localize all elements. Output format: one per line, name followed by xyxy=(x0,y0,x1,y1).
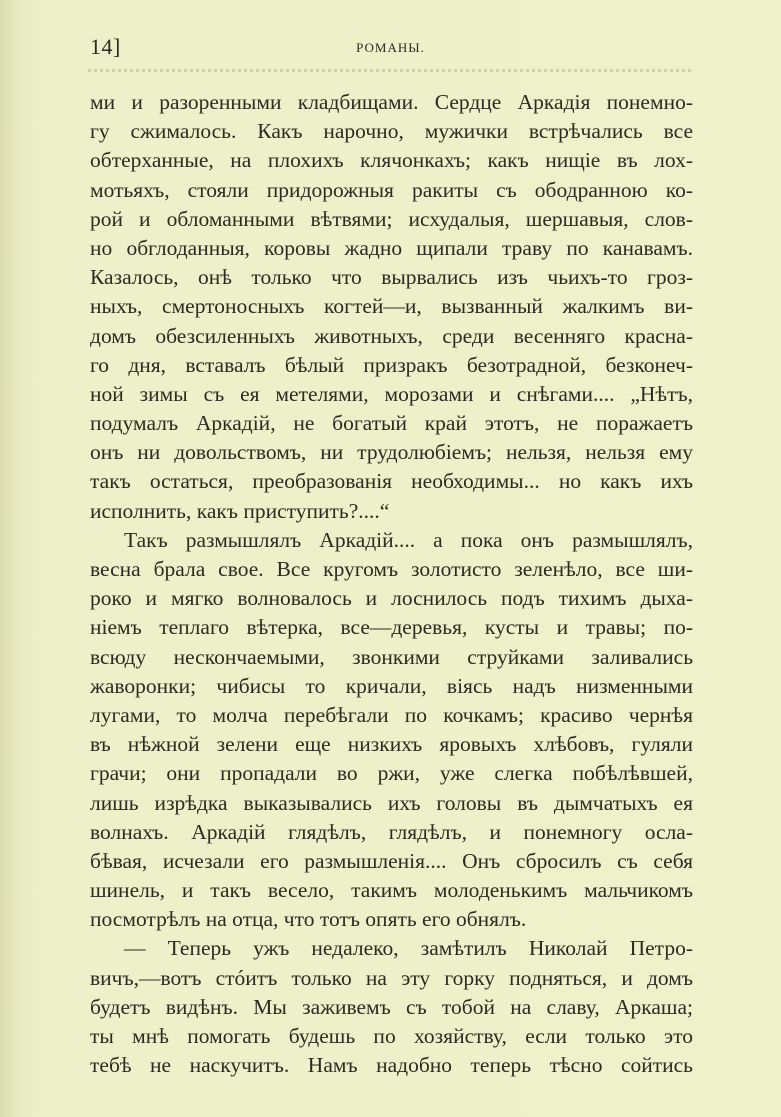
text-line-content: исполнить, какъ приступить?....“ xyxy=(90,498,390,523)
text-line xyxy=(90,584,693,613)
text-line xyxy=(90,934,693,963)
text-line xyxy=(90,555,693,584)
running-title: РОМАНЫ. xyxy=(356,40,425,55)
text-line-content: подумалъ Аркадій, не богатый край этотъ, не поражаетъ xyxy=(90,411,693,436)
text-line xyxy=(90,847,693,876)
text-line xyxy=(90,467,693,496)
text-line-content: го дня, вставалъ бѣлый призракъ безотрадной, безконеч- xyxy=(90,352,693,377)
text-line xyxy=(90,818,693,847)
text-line-content: но обглоданныя, коровы жадно щипали траву по канавамъ. xyxy=(90,235,693,260)
text-line-content: шинель, и такъ весело, такимъ молоденькимъ мальчикомъ xyxy=(90,878,693,903)
text-line-content: посмотрѣлъ на отца, что тотъ опять его обнялъ. xyxy=(90,907,527,932)
text-line-content: тебѣ не наскучитъ. Намъ надобно теперь тѣсно сойтись xyxy=(90,1053,693,1078)
text-line-content: весна брала свое. Все кругомъ золотисто зеленѣло, все ши- xyxy=(90,557,693,581)
text-line-content: лугами, то молча перебѣгали по кочкамъ; красиво чернѣя xyxy=(90,702,693,727)
text-line-content: обтерханные, на плохихъ клячонкахъ; какъ нищіе въ лох- xyxy=(90,148,693,173)
text-line xyxy=(90,322,693,351)
text-line xyxy=(90,88,693,117)
text-line-content: рой и обломанными вѣтвями; исхудалыя, шершавыя, слов- xyxy=(90,206,693,231)
text-line xyxy=(90,234,693,263)
text-line xyxy=(90,759,693,788)
text-line xyxy=(90,876,693,905)
text-line xyxy=(90,1051,693,1080)
text-line xyxy=(90,993,693,1022)
text-line-content: онъ ни довольствомъ, ни трудолюбіемъ; нельзя, нельзя ему xyxy=(90,440,693,465)
text-line-content: ной зимы съ ея метелями, морозами и снѣгами.... „Нѣтъ, xyxy=(90,381,693,406)
text-line xyxy=(90,438,693,467)
text-line-content: жаворонки; чибисы то кричали, віясь надъ низменными xyxy=(90,673,693,698)
text-line xyxy=(90,117,693,146)
text-line xyxy=(90,409,693,438)
text-line-content: будетъ видѣнъ. Мы заживемъ съ тобой на славу, Аркаша; xyxy=(90,994,693,1019)
text-line xyxy=(90,263,693,292)
text-line xyxy=(90,643,693,672)
text-line xyxy=(90,205,693,234)
text-line xyxy=(90,905,693,934)
text-line-content: мотьяхъ, стояли придорожныя ракиты съ ободранною ко- xyxy=(90,177,693,202)
text-line-content: ты мнѣ помогать будешь по хозяйству, если только это xyxy=(90,1024,693,1048)
text-line-content: грачи; они пропадали во ржи, уже слегка побѣлѣвшей, xyxy=(90,761,693,786)
text-line xyxy=(90,146,693,175)
body-text xyxy=(90,88,693,1080)
text-line xyxy=(90,380,693,409)
text-line-content: Такъ размышлялъ Аркадій.... а пока онъ размышлялъ, xyxy=(124,527,693,552)
text-line-content: гу сжималось. Какъ нарочно, мужички встрѣчались все xyxy=(90,119,693,144)
text-line xyxy=(90,672,693,701)
text-line-content: всюду нескончаемыми, звонкими струйками заливались xyxy=(90,644,693,669)
text-line-content: вичъ,—вотъ стóитъ только на эту горку подняться, и домъ xyxy=(90,965,693,990)
text-line xyxy=(90,701,693,730)
text-line xyxy=(90,1022,693,1051)
text-line-content: Казалось, онѣ только что вырвались изъ чьихъ-то гроз- xyxy=(90,265,693,290)
text-line-content: бѣвая, исчезали его размышленія.... Онъ сбросилъ съ себя xyxy=(90,848,693,873)
text-line xyxy=(90,526,693,555)
text-line-content: въ нѣжной зелени еще низкихъ яровыхъ хлѣбовъ, гуляли xyxy=(90,732,693,757)
page-number: 14] xyxy=(90,34,121,59)
text-line xyxy=(90,292,693,321)
text-line-content: ныхъ, смертоносныхъ когтей—и, вызванный жалкимъ ви- xyxy=(90,294,693,319)
text-line xyxy=(90,964,693,993)
header-rule xyxy=(88,69,694,72)
text-line-content: лишь изрѣдка выказывались ихъ головы въ дымчатыхъ ея xyxy=(90,790,693,815)
text-line-content: ми и разоренными кладбищами. Сердце Аркадія понемно- xyxy=(90,90,693,114)
text-line-content: ніемъ теплаго вѣтерка, все—деревья, кусты и травы; по- xyxy=(90,615,693,640)
text-line xyxy=(90,176,693,205)
text-line-content: домъ обезсиленныхъ животныхъ, среди весенняго красна- xyxy=(90,323,693,348)
text-line xyxy=(90,789,693,818)
text-line xyxy=(90,351,693,380)
text-line xyxy=(90,613,693,642)
text-line-content: волнахъ. Аркадій глядѣлъ, глядѣлъ, и понемногу осла- xyxy=(90,819,693,844)
text-line-content: — Теперь ужъ недалеко, замѣтилъ Николай Петро- xyxy=(124,936,693,961)
text-line xyxy=(90,497,693,526)
text-line-content: такъ остаться, преобразованія необходимы... но какъ ихъ xyxy=(90,469,693,494)
text-line xyxy=(90,730,693,759)
text-line-content: роко и мягко волновалось и лоснилось подъ тихимъ дыха- xyxy=(90,586,693,611)
